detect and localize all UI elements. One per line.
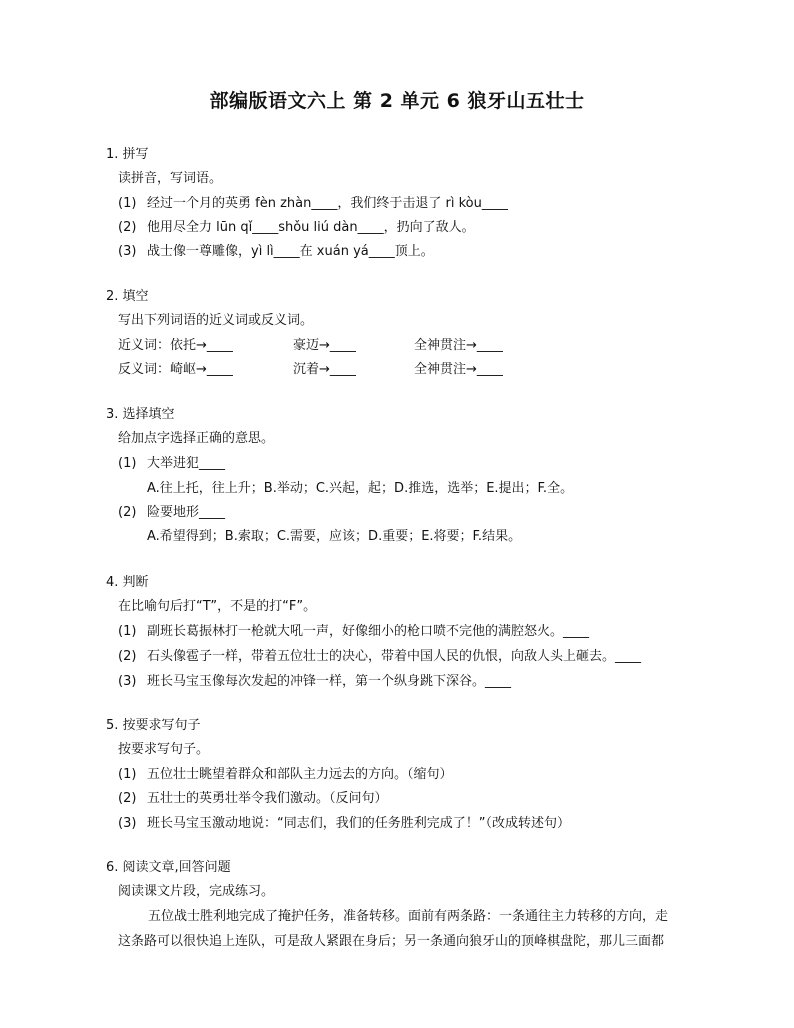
q5-item-3-text: 班长马宝玉激动地说：“同志们，我们的任务胜利完成了！”（改成转述句） — [147, 816, 570, 831]
q3-item-2-options: A.希望得到；B.索取；C.需要，应该；D.重要；E.将要；F.结果。 — [147, 529, 522, 544]
q2-antonym-3: 全神贯注→____ — [414, 362, 503, 377]
q2-antonym-1: 反义词：崎岖→____ — [118, 362, 233, 377]
q6-heading: 6. 阅读文章,回答问题 — [106, 860, 231, 875]
q1-item-1-text: 经过一个月的英勇 fèn zhàn____，我们终于击退了 rì kòu____ — [147, 196, 508, 211]
q2-synonym-2: 豪迈→____ — [293, 338, 356, 353]
q3-item-2-text: 险要地形____ — [147, 505, 226, 520]
q4-item-2-number: (2) — [118, 649, 137, 664]
q5-item-2-number: (2) — [118, 791, 137, 806]
q3-item-2-number: (2) — [118, 505, 137, 520]
q5-item-1-number: (1) — [118, 767, 137, 782]
q6-paragraph-line-2: 这条路可以很快追上连队，可是敌人紧跟在身后；另一条通向狼牙山的顶峰棋盘陀，那儿三面都 — [118, 934, 665, 949]
q2-synonym-1: 近义词：依托→____ — [118, 338, 233, 353]
q5-item-2-text: 五壮士的英勇壮举令我们激动。（反问句） — [147, 791, 388, 806]
q5-item-1-text: 五位壮士眺望着群众和部队主力远去的方向。（缩句） — [147, 767, 453, 782]
q1-item-1-number: (1) — [118, 196, 137, 211]
q3-item-1-options: A.往上托，往上升；B.举动；C.兴起，起；D.推选，选举；E.提出；F.全。 — [147, 481, 574, 496]
q5-instruction: 按要求写句子。 — [118, 742, 210, 757]
q6-paragraph-line-1: 五位战士胜利地完成了掩护任务，准备转移。面前有两条路：一条通往主力转移的方向，走 — [148, 909, 669, 924]
q1-item-2-text: 他用尽全力 lūn qǐ____shǒu liú dàn____，扔向了敌人。 — [147, 220, 475, 235]
q3-heading: 3. 选择填空 — [106, 407, 175, 422]
q4-instruction: 在比喻句后打“T”，不是的打“F”。 — [118, 599, 317, 614]
q1-instruction: 读拼音，写词语。 — [118, 171, 223, 186]
q2-antonym-2: 沉着→____ — [293, 362, 356, 377]
q4-item-2-text: 石头像雹子一样，带着五位壮士的决心，带着中国人民的仇恨，向敌人头上砸去。____ — [147, 649, 642, 664]
q4-item-1-number: (1) — [118, 624, 137, 639]
q1-item-3-text: 战士像一尊雕像，yì lì____在 xuán yá____顶上。 — [147, 244, 434, 259]
q5-heading: 5. 按要求写句子 — [106, 718, 201, 733]
page-title: 部编版语文六上 第 2 单元 6 狼牙山五壮士 — [209, 90, 585, 112]
q5-item-3-number: (3) — [118, 816, 137, 831]
q1-item-2-number: (2) — [118, 220, 137, 235]
q6-instruction: 阅读课文片段，完成练习。 — [118, 884, 275, 899]
q4-heading: 4. 判断 — [106, 575, 149, 590]
q3-instruction: 给加点字选择正确的意思。 — [118, 431, 275, 446]
q4-item-3-text: 班长马宝玉像每次发起的冲锋一样，第一个纵身跳下深谷。____ — [147, 674, 512, 689]
q4-item-3-number: (3) — [118, 674, 137, 689]
q3-item-1-text: 大举进犯____ — [147, 456, 226, 471]
q3-item-1-number: (1) — [118, 456, 137, 471]
q1-heading: 1. 拼写 — [106, 147, 149, 162]
q4-item-1-text: 副班长葛振林打一枪就大吼一声，好像细小的枪口喷不完他的满腔怒火。____ — [147, 624, 590, 639]
q1-item-3-number: (3) — [118, 244, 137, 259]
q2-instruction: 写出下列词语的近义词或反义词。 — [118, 313, 314, 328]
q2-synonym-3: 全神贯注→____ — [414, 338, 503, 353]
q2-heading: 2. 填空 — [106, 289, 149, 304]
